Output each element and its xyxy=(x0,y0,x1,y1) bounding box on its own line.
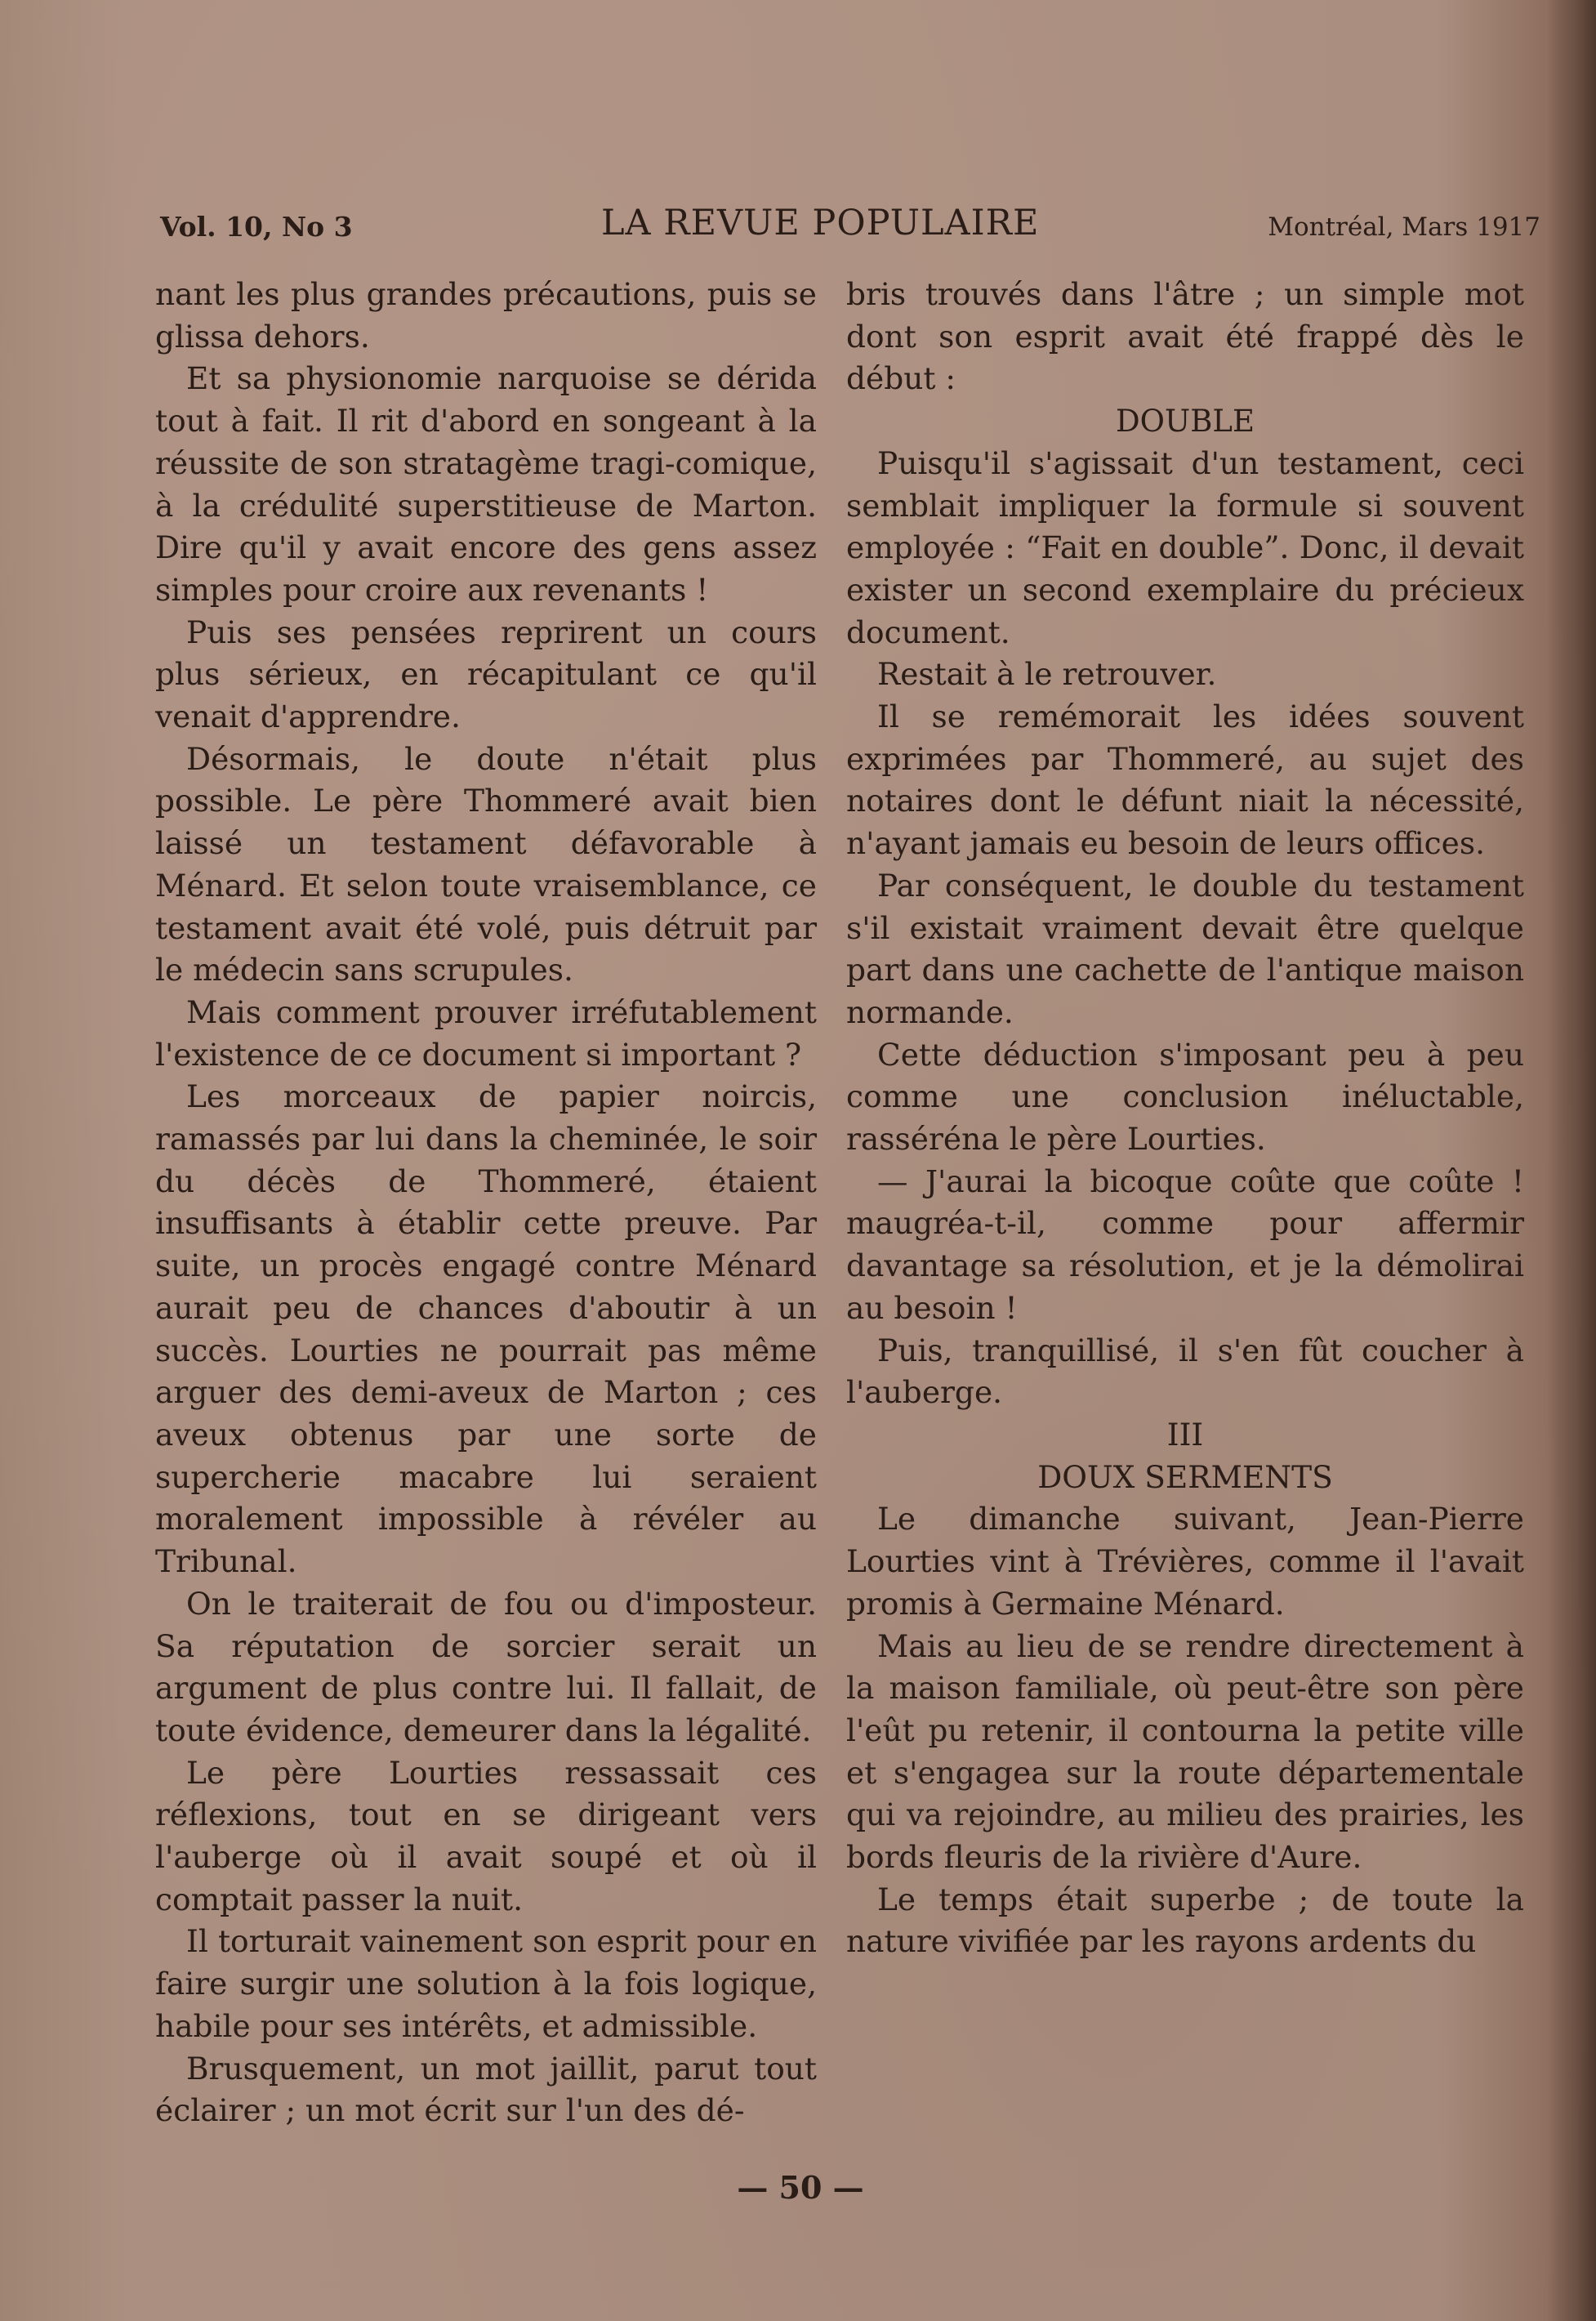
paragraph: Puisqu'il s'agissait d'un testament, ceci semblait impliquer la formule si souvent employée : “Fait en double”. Donc, il devait exister un second exemplaire du précieux document. xyxy=(846,444,1524,650)
paragraph: Puis ses pensées reprirent un cours plus sérieux, en récapitulant ce qu'il venait d'apprendre. xyxy=(155,614,817,735)
paragraph: Il se remémorait les idées souvent exprimées par Thommeré, au sujet des notaires dont le défunt niait la nécessité, n'ayant jamais eu besoin de leurs offices. xyxy=(846,699,1524,862)
paragraph: Par conséquent, le double du testament s'il existait vraiment devait être quelque part dans une cachette de l'antique maison normande. xyxy=(846,867,1524,1030)
paragraph: Le temps était superbe ; de toute la nature vivifiée par les rayons ardents du xyxy=(846,1881,1524,1960)
paragraph: Le père Lourties ressassait ces réflexions, tout en se dirigeant vers l'auberge où il avait soupé et où il comptait passer la nuit. xyxy=(155,1754,817,1917)
paragraph: Il torturait vainement son esprit pour en faire surgir une solution à la fois logique, habile pour ses intérêts, et admissible. xyxy=(155,1923,817,2044)
paragraph: Mais comment prouver irréfutablement l'existence de ce document si important ? xyxy=(155,993,817,1073)
paragraph: Brusquement, un mot jaillit, parut tout éclairer ; un mot écrit sur l'un des dé- xyxy=(155,2050,817,2129)
paragraph: Puis, tranquillisé, il s'en fût coucher à l'auberge. xyxy=(846,1332,1524,1411)
paragraph: nant les plus grandes précautions, puis se glissa dehors. xyxy=(155,276,817,355)
paragraph: Cette déduction s'imposant peu à peu comme une conclusion inéluctable, rasséréna le père Lourties. xyxy=(846,1036,1524,1158)
paragraph: Restait à le retrouver. xyxy=(877,656,1217,693)
volume-number: Vol. 10, No 3 xyxy=(160,211,353,243)
chapter-title: DOUX SERMENTS xyxy=(1037,1458,1333,1495)
journal-title: LA REVUE POPULAIRE xyxy=(601,203,1040,243)
paragraph: Mais au lieu de se rendre directement à la maison familiale, où peut-être son père l'eût pu retenir, il contourna la petite ville et s'engagea sur la route départementale qui va rejoindre, au milieu des prairies, les bords fleuris de la rivière d'Aure. xyxy=(846,1627,1524,1876)
paragraph: On le traiterait de fou ou d'imposteur. Sa réputation de sorcier serait un argument de plus contre lui. Il fallait, de toute évidence, demeurer dans la légalité. xyxy=(155,1585,817,1748)
left-column xyxy=(155,274,817,2132)
running-header xyxy=(160,203,1540,260)
paragraph: bris trouvés dans l'âtre ; un simple mot dont son esprit avait été frappé dès le début : xyxy=(846,276,1524,397)
paragraph: — J'aurai la bicoque coûte que coûte ! maugréa-t-il, comme pour affermir davantage sa résolution, et je la démolirai au besoin ! xyxy=(846,1163,1524,1326)
place-date: Montréal, Mars 1917 xyxy=(1268,212,1540,242)
paragraph: Désormais, le doute n'était plus possible. Le père Thommeré avait bien laissé un testament défavorable à Ménard. Et selon toute vraisemblance, ce testament avait été volé, puis détruit par le médecin sans scrupules. xyxy=(155,740,817,989)
paragraph: Les morceaux de papier noircis, ramassés par lui dans la cheminée, le soir du décès de Thommeré, étaient insuffisants à établir cette preuve. Par suite, un procès engagé contre Ménard aurait peu de chances d'aboutir à un succès. Lourties ne pourrait pas même arguer des demi-aveux de Marton ; ces aveux obtenus par une sorte de supercherie macabre lui seraient moralement impossible à révéler au Tribunal. xyxy=(155,1078,817,1580)
chapter-number: III xyxy=(1166,1416,1204,1453)
paragraph: Le dimanche suivant, Jean-Pierre Lourties vint à Trévières, comme il l'avait promis à Germaine Ménard. xyxy=(846,1501,1524,1622)
page-spine-shadow xyxy=(1547,0,1596,2321)
paragraph: Et sa physionomie narquoise se dérida tout à fait. Il rit d'abord en songeant à la réussite de son stratagème tragi-comique, à la crédulité superstitieuse de Marton. Dire qu'il y avait encore des gens assez simples pour croire aux revenants ! xyxy=(155,360,817,608)
right-column xyxy=(846,274,1524,1963)
page-number: — 50 — xyxy=(737,2169,864,2206)
word-heading: DOUBLE xyxy=(1116,404,1255,440)
